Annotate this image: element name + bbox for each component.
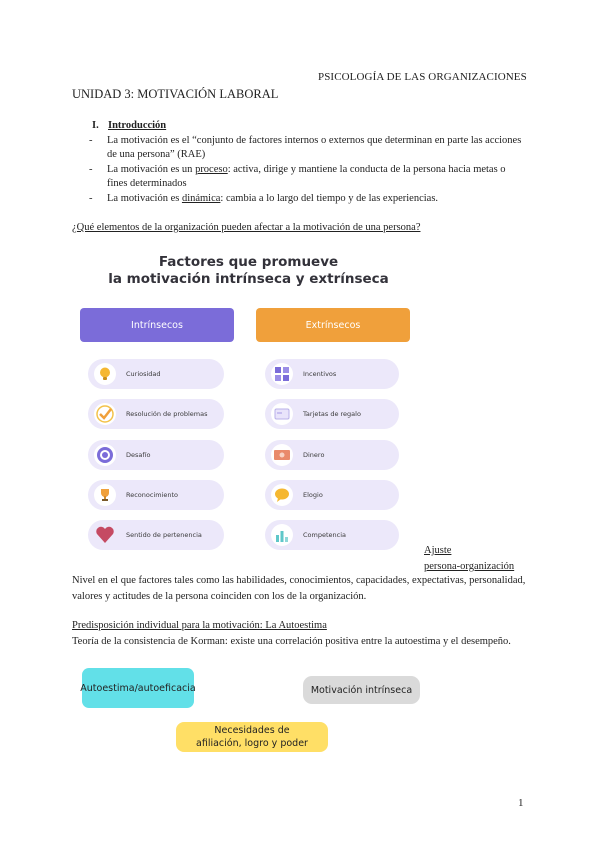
predisposicion-paragraph: Teoría de la consistencia de Korman: existe una correlación positiva entre la autoestima y el desempeño. (72, 636, 511, 647)
item-label: Desafío (126, 451, 151, 459)
bullet-text: La motivación es un (107, 163, 196, 175)
item-label: Dinero (303, 451, 325, 459)
item-label: Elogio (303, 491, 323, 499)
item-label: Resolución de problemas (126, 410, 208, 418)
intrinsic-header: Intrínsecos (80, 308, 234, 342)
motivacion-intrinseca-box: Motivación intrínseca (303, 676, 420, 704)
item-label: Competencia (303, 531, 347, 539)
predisposicion-section (72, 618, 527, 650)
money-icon (271, 444, 293, 466)
infographic-title-line: Factores que promueve (158, 254, 339, 270)
bullet-text: La motivación es el “conjunto de factores internos o externos que determinan en parte las acciones de una persona” (RAE) (107, 134, 522, 160)
infographic-title (72, 254, 425, 288)
grid-icon (271, 363, 293, 385)
item-label: Curiosidad (126, 370, 161, 378)
bullet-text: : activa, dirige y mantiene la conducta de la persona hacia metas o fines determinados (107, 163, 506, 189)
checkmark-icon (94, 403, 116, 425)
intro-heading (72, 119, 527, 134)
underlined-term: dinámica (181, 192, 221, 204)
box-line: Necesidades de (214, 725, 290, 736)
predisposicion-title: Predisposición individual para la motivación: La Autoestima (72, 620, 327, 631)
page-number: 1 (518, 797, 524, 809)
list-item (88, 480, 224, 510)
item-label: Incentivos (303, 370, 337, 378)
ajuste-heading (424, 543, 514, 575)
box-line: afiliación, logro y poder (196, 738, 308, 749)
extrinsic-header: Extrínsecos (256, 308, 410, 342)
list-item: - La motivación es el “conjunto de factores internos o externos que determinan en parte las acciones de una persona” (RAE) (89, 134, 522, 160)
list-item (88, 520, 224, 550)
target-icon (94, 444, 116, 466)
list-item (265, 520, 399, 550)
bar-chart-icon (271, 524, 293, 546)
intro-number: I. (92, 120, 99, 131)
list-item (265, 399, 399, 429)
infographic-title-line: la motivación intrínseca y extrínseca (108, 271, 389, 287)
lightbulb-icon (94, 363, 116, 385)
necesidades-box (176, 722, 328, 752)
list-item: - La motivación es dinámica: cambia a lo largo del tiempo y de las experiencias. (89, 192, 439, 204)
speech-bubble-icon (271, 484, 293, 506)
course-header: PSICOLOGÍA DE LAS ORGANIZACIONES (318, 71, 527, 83)
list-item (88, 399, 224, 429)
list-item (265, 480, 399, 510)
infographic (72, 246, 425, 564)
intro-title: Introducción (108, 120, 167, 131)
item-label: Tarjetas de regalo (303, 410, 361, 418)
unit-title: UNIDAD 3: MOTIVACIÓN LABORAL (72, 87, 279, 101)
ajuste-paragraph: Nivel en el que factores tales como las habilidades, conocimientos, capacidades, expectativas, personalidad, valores y actitudes de la persona coinciden con los de la organización. (72, 575, 526, 602)
bullet-text: : cambia a lo largo del tiempo y de las experiencias. (220, 192, 439, 204)
question-heading: ¿Qué elementos de la organización pueden afectar a la motivación de una persona? (72, 222, 421, 233)
underlined-term: proceso (195, 163, 228, 175)
list-item (88, 359, 224, 389)
ajuste-heading-line: persona-organización (424, 561, 515, 572)
autoestima-box: Autoestima/autoeficacia (82, 668, 194, 708)
trophy-icon (94, 484, 116, 506)
list-item (265, 359, 399, 389)
list-item (88, 440, 224, 470)
ajuste-heading-line: Ajuste (424, 545, 452, 556)
list-item: - La motivación es un proceso: activa, dirige y mantiene la conducta de la persona hacia metas o fines determinados (89, 163, 506, 189)
list-item (265, 440, 399, 470)
item-label: Reconocimiento (126, 491, 179, 499)
bullet-text: La motivación es (107, 192, 182, 204)
gift-card-icon (271, 403, 293, 425)
intro-section (72, 119, 527, 206)
item-label: Sentido de pertenencia (126, 531, 202, 539)
heart-icon (94, 524, 116, 546)
